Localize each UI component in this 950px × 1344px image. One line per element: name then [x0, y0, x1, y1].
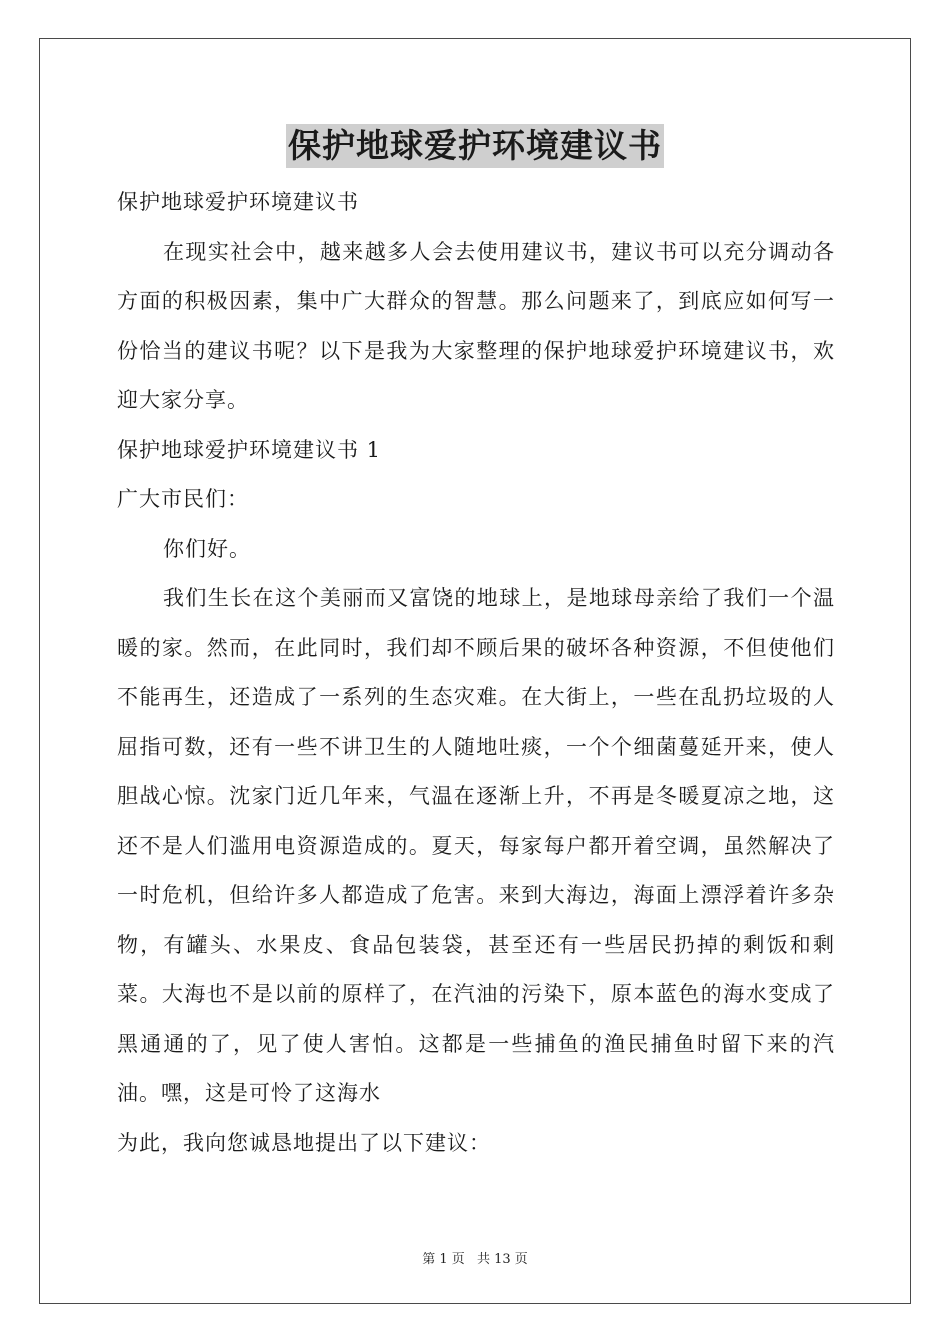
page-total: 共 13 页: [476, 1252, 528, 1267]
page-footer: [0, 1248, 950, 1267]
closing-paragraph: 为此，我向您诚恳地提出了以下建议：: [117, 1130, 491, 1155]
document-title: 保护地球爱护环境建议书: [286, 124, 664, 168]
greeting-paragraph: 你们好。: [163, 536, 251, 561]
title-container: [0, 124, 950, 168]
page-number: 第 1 页: [422, 1252, 465, 1267]
salutation-paragraph: 广大市民们：: [117, 487, 249, 511]
body-paragraph: 我们生长在这个美丽而又富饶的地球上，是地球母亲给了我们一个温暖的家。然而，在此同时，我们却不顾后果的破坏各种资源，不但使他们不能再生，还造成了一系列的生态灾难。在大街上，一些在乱扔垃圾的人屈指可数，还有一些不讲卫生的人随地吐痰，一个个细菌蔓延开来，使人胆战心惊。沈家门近几年来，气温在逐渐上升，不再是冬暖夏凉之地，这还不是人们滥用电资源造成的。夏天，每家每户都开着空调，虽然解决了一时危机，但给许多人都造成了危害。来到大海边，海面上漂浮着许多杂物，有罐头、水果皮、食品包装袋，甚至还有一些居民扔掉的剩饭和剩菜。大海也不是以前的原样了，在汽油的污染下，原本蓝色的海水变成了黑通通的了，见了使人害怕。这都是一些捕鱼的渔民捕鱼时留下来的汽油。嘿，这是可怜了这海水: [117, 586, 835, 1105]
subtitle-paragraph: 保护地球爱护环境建议书: [117, 190, 359, 214]
intro-paragraph: 在现实社会中，越来越多人会去使用建议书，建议书可以充分调动各方面的积极因素，集中广大群众的智慧。那么问题来了，到底应如何写一份恰当的建议书呢？以下是我为大家整理的保护地球爱护环境建议书，欢迎大家分享。: [117, 239, 835, 412]
section-heading: 保护地球爱护环境建议书 1: [117, 437, 382, 462]
document-body: [117, 178, 835, 1168]
